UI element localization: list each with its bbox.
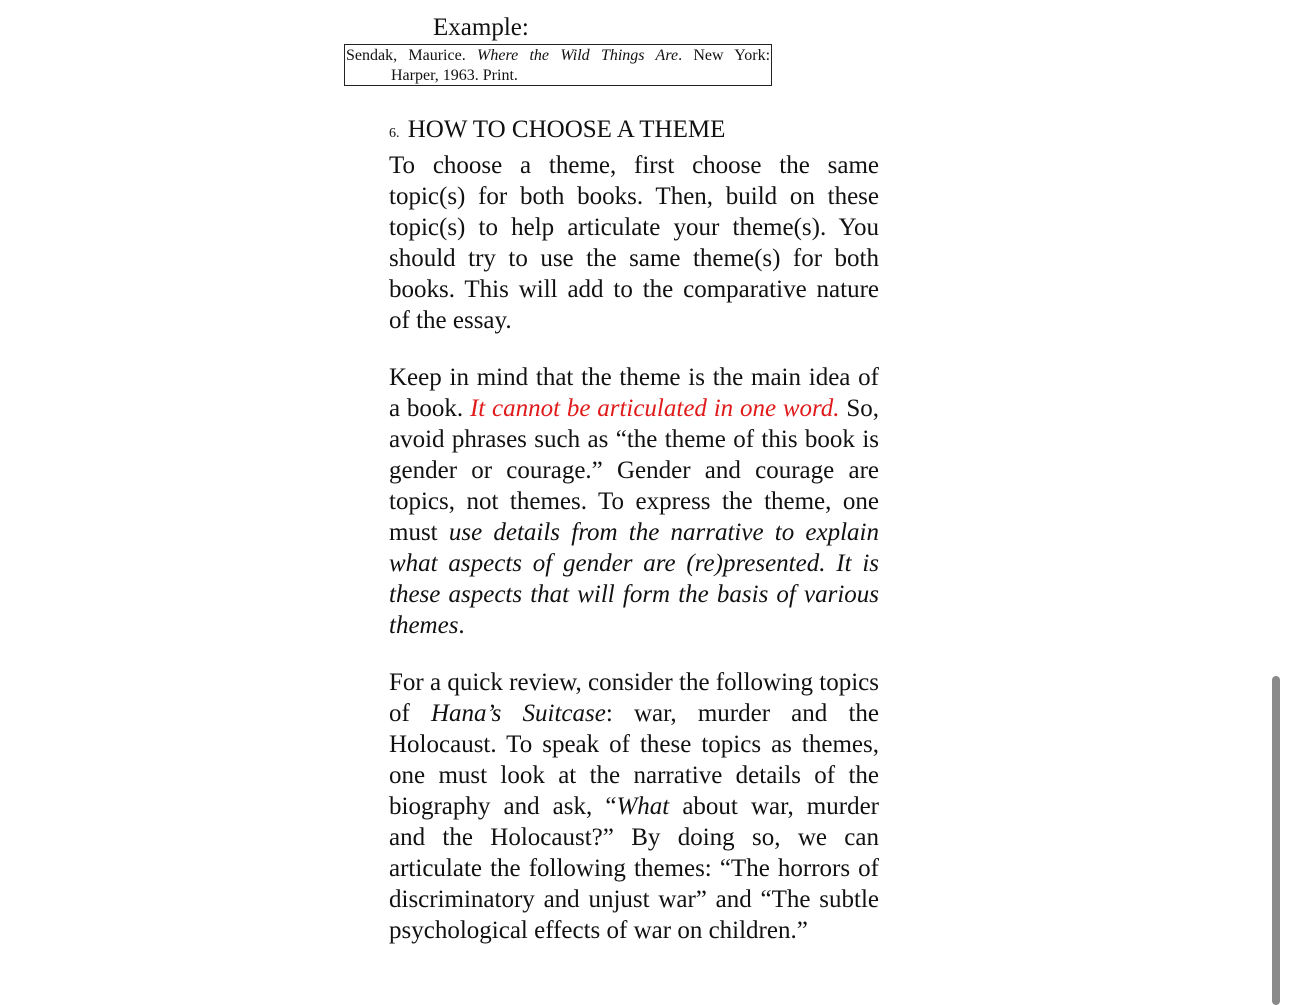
citation-example-box [344, 44, 772, 86]
citation-title: Where the Wild Things Are [477, 47, 679, 64]
highlighted-warning: It cannot be articulated in one word. [469, 395, 840, 422]
paragraph-3-text-a: For a quick review, consider the following topics of [389, 669, 879, 727]
paragraph-2-text-c: . [458, 612, 465, 639]
paragraph-2-text-b: So, avoid phrases such as “the theme of this book is gender or courage.” Gender and courage are topics, not themes. To express the theme, one must [389, 395, 880, 546]
section-heading [389, 114, 879, 150]
paragraph-3-text-c: about war, murder and the Holocaust?” By doing so, we can articulate the following themes: “The horrors of discriminatory and unjust war” and “The subtle psychological effects of war on children.” [389, 793, 879, 944]
citation-line-2: Harper, 1963. Print. [391, 67, 518, 84]
citation-line-1 [346, 46, 770, 66]
paragraph-1: To choose a theme, first choose the same topic(s) for both books. Then, build on these topic(s) to help articulate your theme(s). You should try to use the same theme(s) for both books. This will add to the comparative nature of the essay. [389, 152, 879, 334]
citation-publisher: . New York: [678, 47, 771, 64]
paragraph-2 [389, 362, 879, 641]
paragraph-2-text-a: Keep in mind that the theme is the main idea of a book. [389, 364, 879, 422]
paragraph-3-text-b: : war, murder and the Holocaust. To speak of these topics as themes, one must look at the narrative details of the biography and ask, “ [389, 700, 879, 820]
citation-author: Sendak, Maurice. [346, 47, 478, 64]
paragraph-3 [389, 667, 879, 946]
section-choose-theme [389, 114, 879, 946]
paragraph-2-emphasis: use details from the narrative to explain what aspects of gender are (re)presented. It is these aspects that will form the basis of various themes [389, 519, 880, 639]
book-title: Hana’s Suitcase [430, 700, 606, 727]
section-number: 6. [389, 126, 400, 141]
emphasis-what: What [616, 793, 670, 820]
example-heading: Example: [433, 14, 529, 41]
section-title: HOW TO CHOOSE A THEME [407, 116, 726, 143]
scrollbar-thumb[interactable] [1272, 676, 1280, 1005]
